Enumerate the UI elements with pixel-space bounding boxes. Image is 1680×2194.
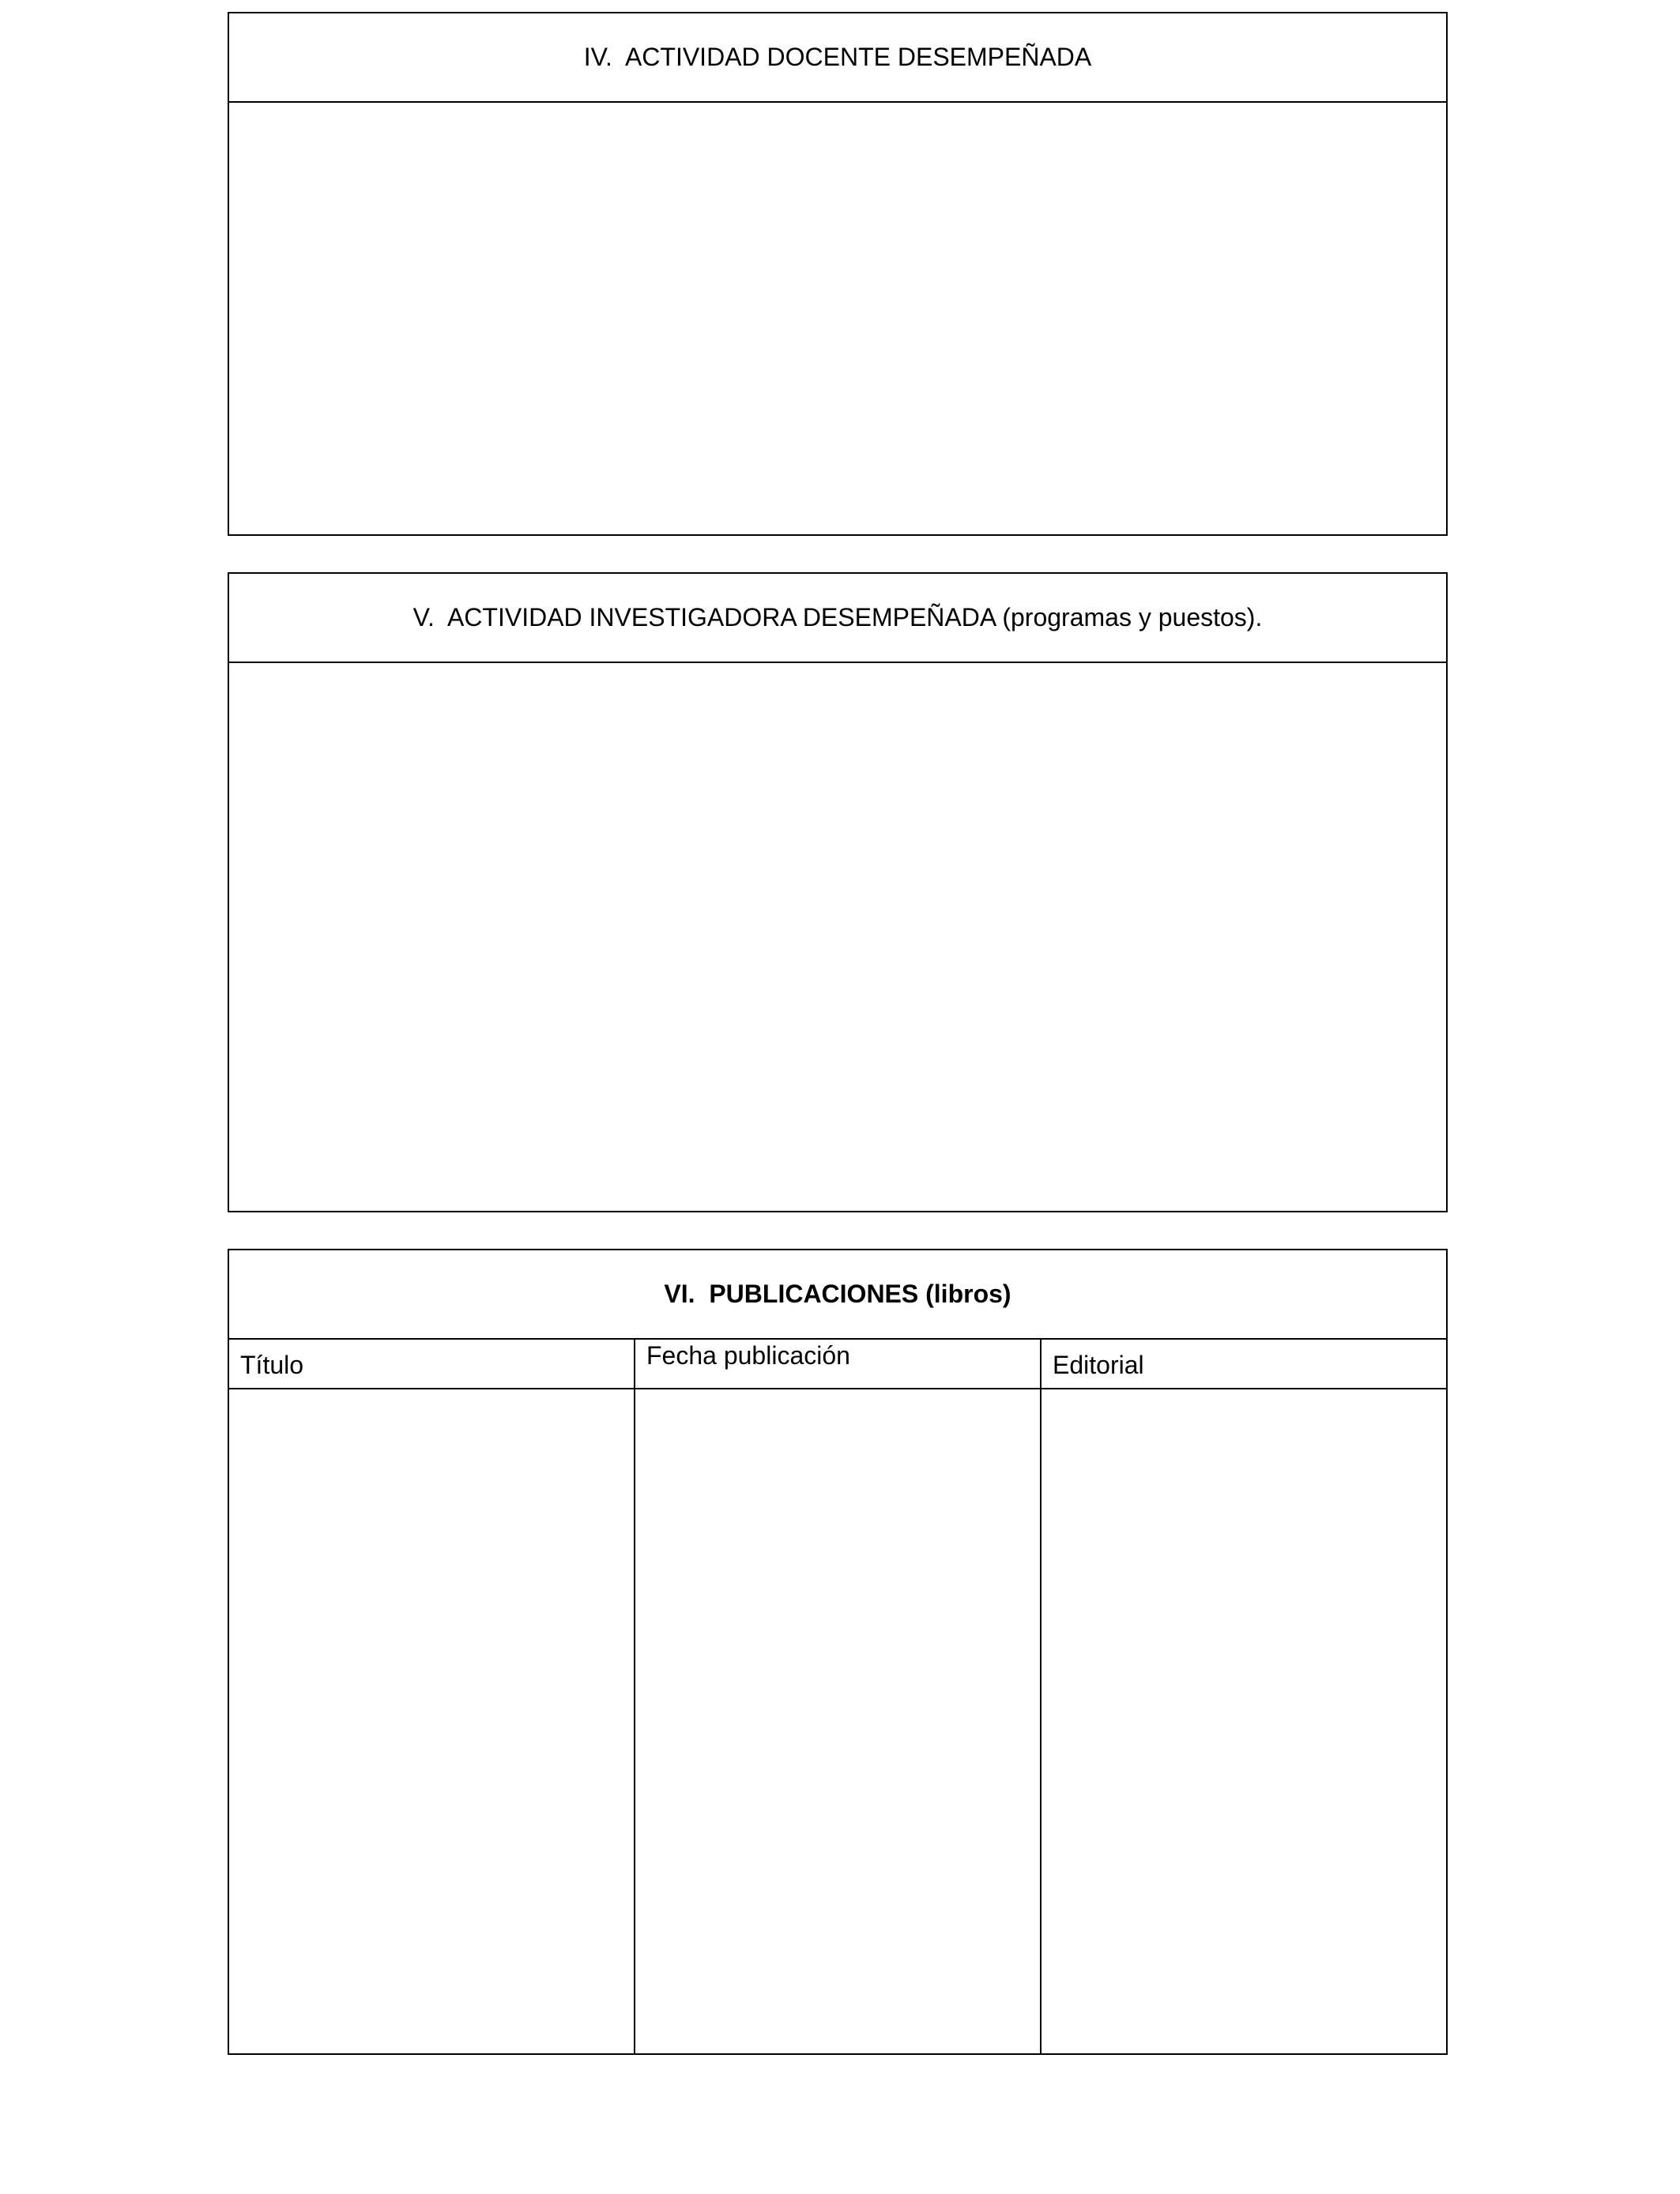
fecha-publicacion-cell[interactable] — [634, 1389, 1040, 2053]
section-title: IV. ACTIVIDAD DOCENTE DESEMPEÑADA — [229, 13, 1446, 103]
titulo-cell[interactable] — [229, 1389, 634, 2053]
column-header-titulo: Título — [240, 1351, 304, 1379]
editorial-cell[interactable] — [1040, 1389, 1446, 2053]
column-header-fecha-publicacion: Fecha publicación — [634, 1340, 1040, 1388]
section-title: VI. PUBLICACIONES (libros) — [229, 1250, 1446, 1340]
column-header-editorial: Editorial — [1040, 1340, 1446, 1388]
section-actividad-investigadora — [228, 572, 1448, 1212]
table-body-row — [229, 1389, 1446, 2053]
section-actividad-docente — [228, 12, 1448, 536]
section-title: V. ACTIVIDAD INVESTIGADORA DESEMPEÑADA (programas y puestos). — [229, 574, 1446, 663]
section-publicaciones — [228, 1249, 1448, 2055]
table-header-row — [229, 1340, 1446, 1389]
